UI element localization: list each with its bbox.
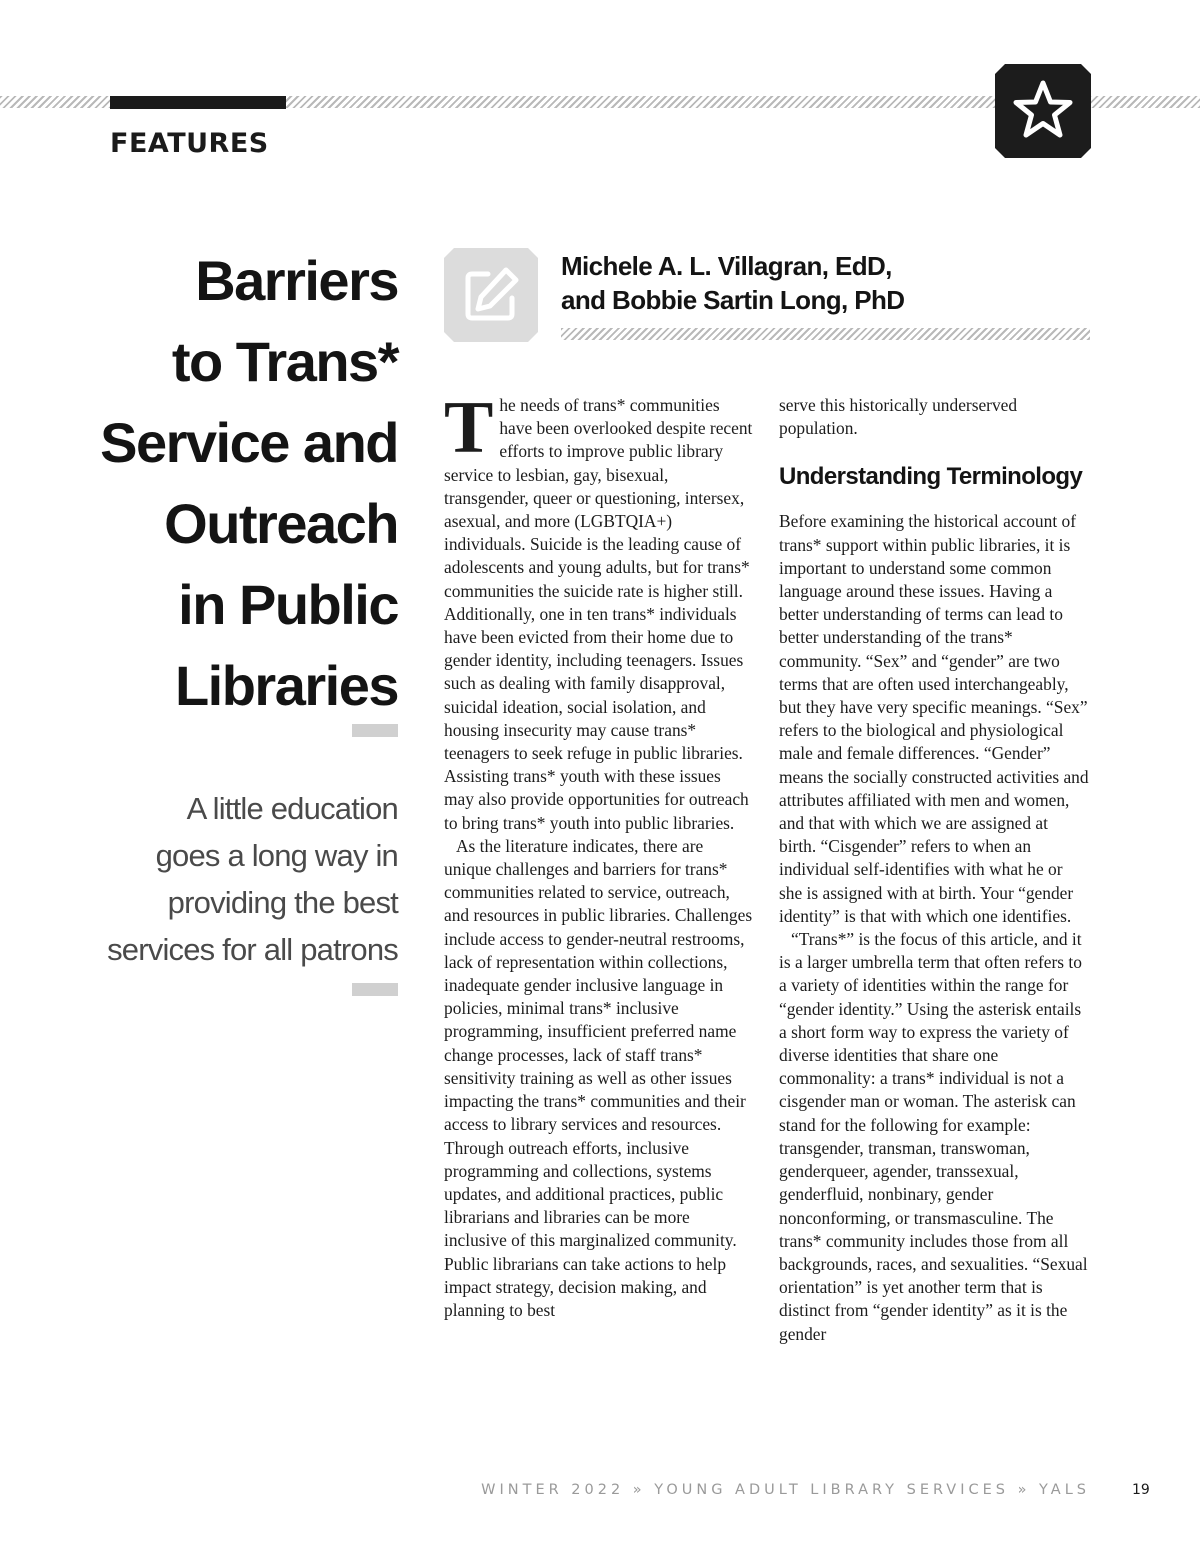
title-line: Barriers	[195, 249, 398, 312]
author-line: and Bobbie Sartin Long, PhD	[561, 285, 905, 315]
author-hatch-rule	[561, 328, 1090, 340]
title-line: Service and	[100, 411, 398, 474]
section-heading: Understanding Terminology	[779, 463, 1083, 491]
body-paragraph: As the literature indicates, there are unique challenges and barriers for trans* communities related to service, outreach, and resources in public libraries. Challenges include access to gender-neutral restrooms, lack of representation within collections, inadequate gender inclusive language in policies, minimal trans* inclusive programming, insufficient preferred name change processes, lack of staff trans* sensitivity training as well as other issues impacting the trans* communities and their access to library services and resources. Through outreach efforts, inclusive programming and collections, systems updates, and additional practices, public librarians and libraries can be more inclusive of this marginalized community. Public librarians can take actions to help impact strategy, decision making, and planning to best	[444, 835, 753, 1320]
title-divider	[352, 724, 398, 737]
title-line: in Public	[178, 573, 398, 636]
article-title	[78, 240, 398, 726]
title-line: Libraries	[174, 654, 398, 717]
paragraph-text: he needs of trans* communities have been overlooked despite recent efforts to improve public library service to lesbian, gay, bisexual, transgender, queer or questioning, intersex, asexual, and more (LGBTQIA+) individuals. Suicide is the leading cause of adolescents and young adults, but for trans* communities the suicide rate is higher still. Additionally, one in ten trans* individuals have been evicted from their home due to gender identity, including teenagers. Issues such as dealing with family disapproval, suicidal ideation, social isolation, and housing insecurity may cause trans* teenagers to seek refuge in public libraries. Assisting trans* youth with these issues may also provide opportunities for outreach to bring trans* youth into public libraries.	[444, 395, 753, 833]
body-column-left	[444, 387, 754, 1322]
body-paragraph: Before examining the historical account of trans* support within public libraries, it is important to understand some common language around these issues. Having a better understanding of terms can lead to better understanding of the trans* community. “Sex” and “gender” are two terms that are often used interchangeably, but they have very specific meanings. “Sex” refers to the biological and physiological male and female differences. “Gender” means the socially constructed activities and attributes affiliated with men and women, and that with which we are assigned at birth. “Cisgender” refers to when an individual self-identifies with what he or she is assigned with at birth. Your “gender identity” is that with which one identifies.	[779, 511, 1089, 926]
author-line: Michele A. L. Villagran, EdD,	[561, 251, 892, 281]
body-paragraph: “Trans*” is the focus of this article, and it is a larger umbrella term that often refers to a variety of identities within the range for “gender identity.” Using the asterisk entails a short form way to express the variety of diverse identities that share one commonality: a trans* individual is not a cisgender man or woman. The asterisk can stand for the following for example: transgender, transman, transwoman, genderqueer, agender, transsexual, genderfluid, nonbinary, gender nonconforming, or transmasculine. The trans* community includes those from all backgrounds, races, and sexualities. “Sexual orientation” is yet another term that is distinct from “gender identity” as it is the gender	[779, 929, 1088, 1344]
article-subtitle	[98, 785, 398, 973]
edit-pencil-icon	[458, 262, 524, 328]
title-line: Outreach	[164, 492, 398, 555]
page-number: 19	[1132, 1482, 1150, 1498]
section-label: FEATURES	[110, 128, 269, 159]
subtitle-line: A little education	[186, 791, 398, 826]
drop-cap: T	[444, 387, 494, 469]
running-footer: WINTER 2022 » YOUNG ADULT LIBRARY SERVICES » YALS	[481, 1482, 1090, 1498]
subtitle-line: services for all patrons	[107, 932, 398, 967]
author-badge	[444, 248, 538, 342]
section-bar	[110, 96, 286, 109]
body-paragraph: serve this historically underserved population.	[779, 395, 1018, 439]
body-paragraph	[444, 387, 754, 835]
subtitle-divider	[352, 983, 398, 996]
body-column-right	[779, 394, 1089, 1346]
features-badge	[995, 64, 1091, 158]
subtitle-line: goes a long way in	[155, 838, 398, 873]
subtitle-line: providing the best	[167, 885, 398, 920]
title-line: to Trans*	[171, 330, 398, 393]
star-icon	[1011, 78, 1075, 142]
